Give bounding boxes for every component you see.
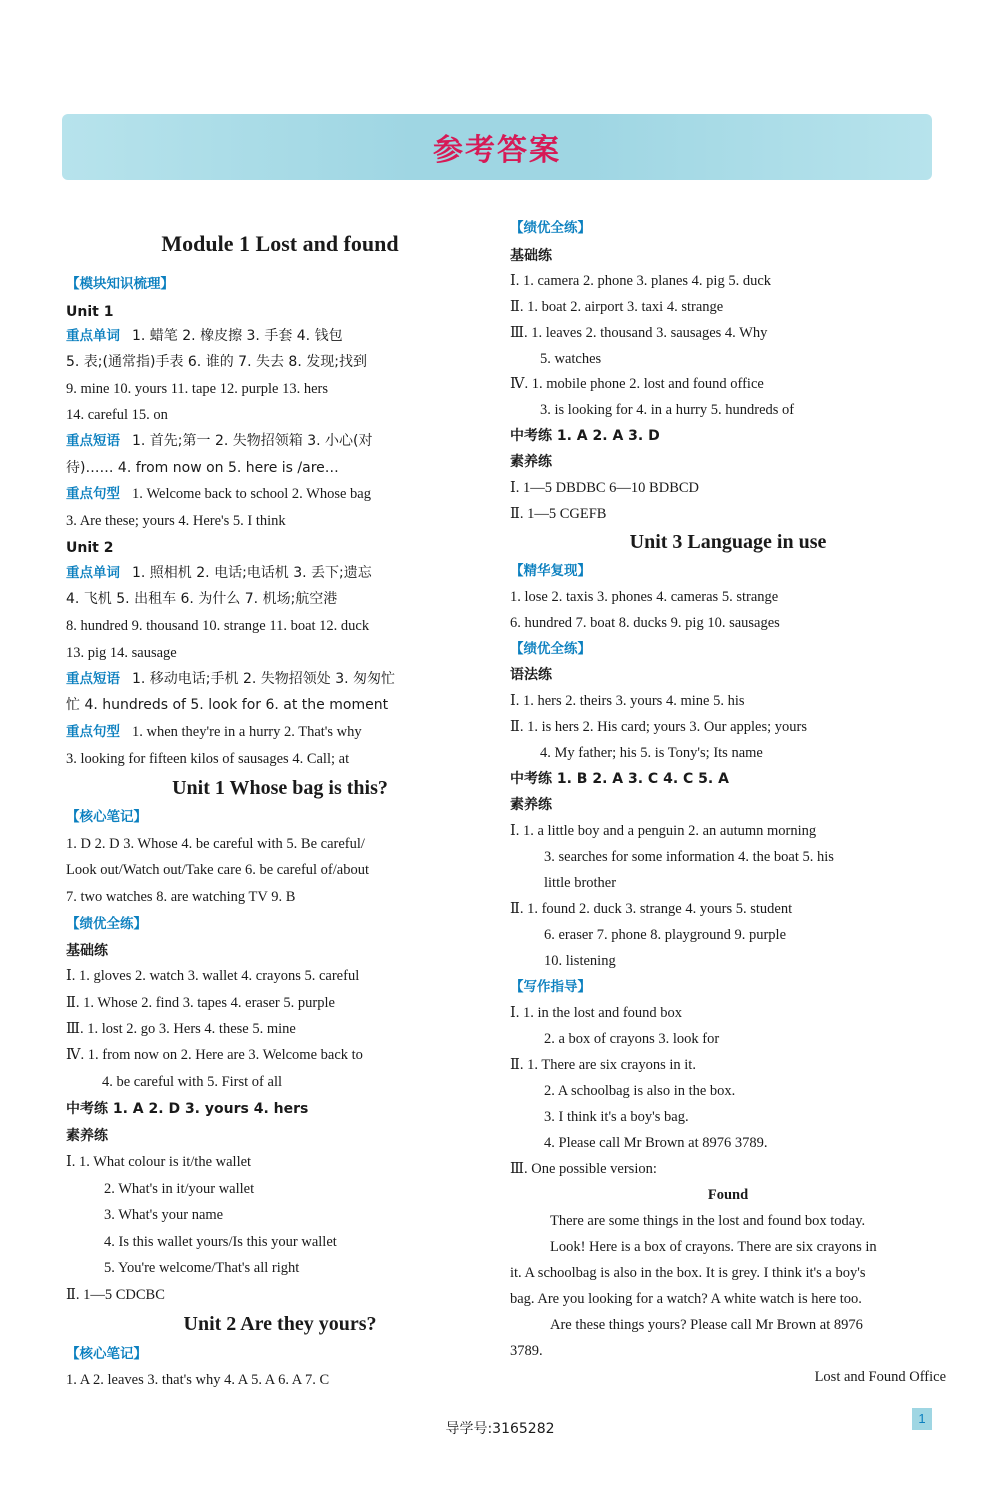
zk1: 中考练 1. A 2. D 3. yours 4. hers [66,1101,309,1117]
w-7: Ⅲ. One possible version: [510,1161,657,1177]
zk3: 中考练 1. B 2. A 3. C 4. C 5. A [510,771,729,787]
essay-5: Are these things yours? Please call Mr Brown at 8976 [550,1317,863,1333]
core1-3: 7. two watches 8. are watching TV 9. B [66,889,296,905]
sy1-6: Ⅱ. 1—5 CDCBC [66,1287,165,1303]
guide-number: 导学号:3165282 [445,1421,555,1437]
w-4: 2. A schoolbag is also in the box. [544,1083,736,1099]
section-writing: 【写作指导】 [510,979,591,995]
u2-phrases-1: 1. 移动电话;手机 2. 失物招领处 3. 匆匆忙 [132,671,396,687]
u2-sentences-1: 1. when they're in a hurry 2. That's why [132,724,362,740]
b1-2: Ⅱ. 1. Whose 2. find 3. tapes 4. eraser 5. purple [66,995,335,1011]
u1-sentences-tag: 重点句型 [66,486,120,502]
u2-words-tag: 重点单词 [66,565,120,581]
b1-5: 4. be careful with 5. First of all [102,1074,282,1090]
u1-phrases-tag: 重点短语 [66,433,120,449]
u2-words-3: 8. hundred 9. thousand 10. strange 11. boat 12. duck [66,618,370,634]
w-1: Ⅰ. 1. in the lost and found box [510,1005,683,1021]
u1-words-3: 9. mine 10. yours 11. tape 12. purple 13. hers [66,381,329,397]
g-2: Ⅱ. 1. is hers 2. His card; yours 3. Our apples; yours [510,719,807,735]
rv-2: 6. hundred 7. boat 8. ducks 9. pig 10. sausages [510,615,780,631]
banner-title: 参考答案 [433,133,561,168]
sy3-5: 6. eraser 7. phone 8. playground 9. purple [544,927,787,943]
b2-4: 5. watches [540,351,602,367]
basic-practice-1: 基础练 [66,943,108,959]
sy2-2: Ⅱ. 1—5 CGEFB [510,506,607,522]
section-exercises-3: 【绩优全练】 [510,641,591,657]
u1-sentences-line [66,484,371,504]
section-review: 【精华复现】 [510,563,591,579]
essay-3: it. A schoolbag is also in the box. It is grey. I think it's a boy's [510,1265,866,1281]
sy3-3: little brother [544,875,617,891]
sy1-4: 4. Is this wallet yours/Is this your wallet [104,1234,337,1250]
section-core-notes-1: 【核心笔记】 [66,809,147,825]
u1-phrases-2: 待)…… 4. from now on 5. here is /are… [66,460,339,476]
w-3: Ⅱ. 1. There are six crayons in it. [510,1057,696,1073]
u2-sentences-2: 3. looking for fifteen kilos of sausages 4. Call; at [66,751,350,767]
essay-title: Found [707,1187,749,1203]
rv-1: 1. lose 2. taxis 3. phones 4. cameras 5. strange [510,589,779,605]
unit3-title: Unit 3 Language in use [629,531,827,553]
sy3-1: Ⅰ. 1. a little boy and a penguin 2. an autumn morning [510,823,817,839]
unit2-label: Unit 2 [66,540,114,556]
w-6: 4. Please call Mr Brown at 8976 3789. [544,1135,768,1151]
u1-sentences-1: 1. Welcome back to school 2. Whose bag [132,486,371,502]
u2-words-line [66,563,372,583]
w-2: 2. a box of crayons 3. look for [544,1031,720,1047]
section-core-notes-2: 【核心笔记】 [66,1346,147,1362]
u2-words-4: 13. pig 14. sausage [66,645,177,661]
essay-1: There are some things in the lost and found box today. [550,1213,866,1229]
essay-6: 3789. [510,1343,543,1359]
b2-5: Ⅳ. 1. mobile phone 2. lost and found office [510,376,764,392]
w-5: 3. I think it's a boy's bag. [544,1109,689,1125]
sy3-4: Ⅱ. 1. found 2. duck 3. strange 4. yours 5. student [510,901,793,917]
u1-words-2: 5. 表;(通常指)手表 6. 谁的 7. 失去 8. 发现;找到 [66,354,367,370]
sy3-2: 3. searches for some information 4. the boat 5. his [544,849,834,865]
unit1-label: Unit 1 [66,304,114,320]
sy1-5: 5. You're welcome/That's all right [104,1260,300,1276]
sy1-1: Ⅰ. 1. What colour is it/the wallet [66,1154,252,1170]
section-exercises-2: 【绩优全练】 [510,220,591,236]
u1-phrases-line [66,431,373,451]
basic-practice-2: 基础练 [510,248,552,264]
g-1: Ⅰ. 1. hers 2. theirs 3. yours 4. mine 5. his [510,693,745,709]
unit2-title: Unit 2 Are they yours? [183,1313,377,1335]
u2-phrases-tag: 重点短语 [66,671,120,687]
sy3-6: 10. listening [544,953,616,969]
essay-signoff: Lost and Found Office [814,1369,946,1385]
answer-key-banner [62,114,932,180]
core2-1: 1. A 2. leaves 3. that's why 4. A 5. A 6. A 7. C [66,1372,330,1388]
sy1-3: 3. What's your name [104,1207,224,1223]
grammar-practice: 语法练 [510,667,552,683]
literacy-practice-2: 素养练 [510,454,552,470]
module-title: Module 1 Lost and found [161,231,399,256]
section-exercises-1: 【绩优全练】 [66,916,147,932]
section-module-review: 【模块知识梳理】 [66,276,174,292]
core1-1: 1. D 2. D 3. Whose 4. be careful with 5. Be careful/ [66,836,365,852]
b1-1: Ⅰ. 1. gloves 2. watch 3. wallet 4. crayons 5. careful [66,968,360,984]
u2-phrases-line [66,669,395,689]
u1-phrases-1: 1. 首先;第一 2. 失物招领箱 3. 小心(对 [132,433,373,449]
u1-sentences-2: 3. Are these; yours 4. Here's 5. I think [66,513,286,529]
u2-words-1: 1. 照相机 2. 电话;电话机 3. 丢下;遗忘 [132,565,372,581]
essay-2: Look! Here is a box of crayons. There are six crayons in [550,1239,877,1255]
sy2-1: Ⅰ. 1—5 DBDBC 6—10 BDBCD [510,480,700,496]
u1-words-4: 14. careful 15. on [66,407,168,423]
g-3: 4. My father; his 5. is Tony's; Its name [540,745,763,761]
page-number: 1 [912,1408,932,1430]
b2-2: Ⅱ. 1. boat 2. airport 3. taxi 4. strange [510,299,724,315]
u1-words-1: 1. 蜡笔 2. 橡皮擦 3. 手套 4. 钱包 [132,328,343,344]
b2-1: Ⅰ. 1. camera 2. phone 3. planes 4. pig 5. duck [510,273,772,289]
u2-sentences-line [66,722,362,742]
u2-words-2: 4. 飞机 5. 出租车 6. 为什么 7. 机场;航空港 [66,591,338,607]
literacy-practice-3: 素养练 [510,797,552,813]
b1-4: Ⅳ. 1. from now on 2. Here are 3. Welcome back to [66,1047,363,1063]
u2-phrases-2: 忙 4. hundreds of 5. look for 6. at the moment [66,697,389,713]
b2-6: 3. is looking for 4. in a hurry 5. hundreds of [540,402,795,418]
b2-3: Ⅲ. 1. leaves 2. thousand 3. sausages 4. Why [510,325,768,341]
essay-4: bag. Are you looking for a watch? A white watch is here too. [510,1291,862,1307]
zk2: 中考练 1. A 2. A 3. D [510,428,660,444]
unit1-title: Unit 1 Whose bag is this? [172,777,388,799]
sy1-2: 2. What's in it/your wallet [104,1181,255,1197]
u1-words-tag: 重点单词 [66,328,120,344]
literacy-practice-1: 素养练 [66,1128,108,1144]
b1-3: Ⅲ. 1. lost 2. go 3. Hers 4. these 5. mine [66,1021,296,1037]
u2-sentences-tag: 重点句型 [66,724,120,740]
core1-2: Look out/Watch out/Take care 6. be careful of/about [66,862,369,878]
u1-words-line [66,326,343,346]
